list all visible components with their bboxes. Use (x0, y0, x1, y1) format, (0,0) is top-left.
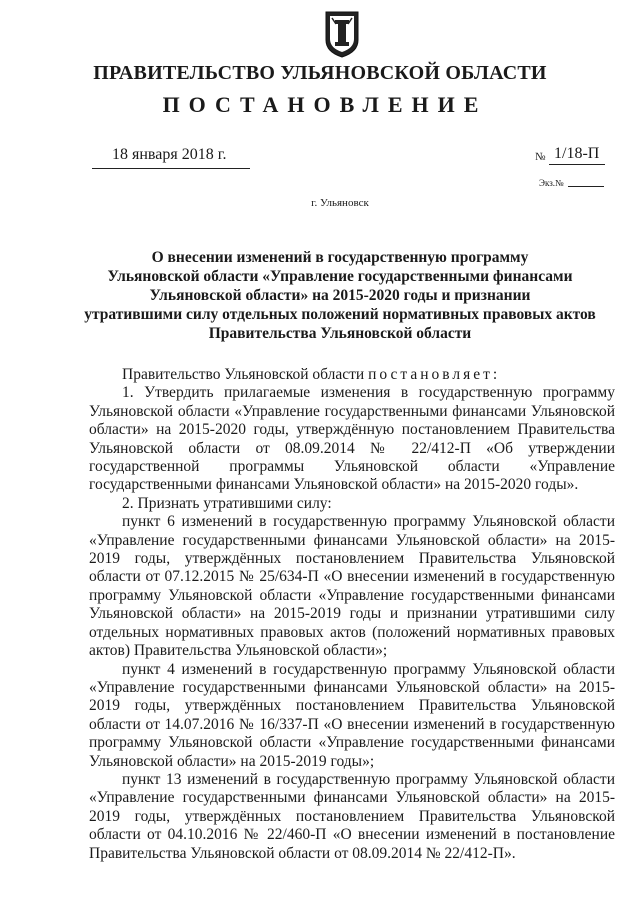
title-line: Ульяновской области «Управление государственными финансами (107, 268, 573, 285)
document-type: ПОСТАНОВЛЕНИЕ (162, 92, 488, 117)
copy-number-label: Экз.№ (539, 178, 564, 188)
document-body (89, 366, 615, 863)
paragraph-4: пункт 4 изменений в государственную программу Ульяновской области «Управление государственными финансами Ульяновской области» на 2015-2019 годы, утверждённых постановлением Правительства Ульяновской области от 14.07.2016 № 16/337-П «О внесении изменений в государственную программу Ульяновской области «Управление государственными финансами Ульяновской области» на 2015-2019 годы»; (89, 660, 615, 770)
paragraph-1: 1. Утвердить прилагаемые изменения в государственную программу Ульяновской области «Управление государственными финансами Ульяновской области» на 2015-2020 годы, утверждённую постановлением Правительства Ульяновской области от 08.09.2014 № 22/412-П «Об утверждении государственной программы Ульяновской области «Управление государственными финансами Ульяновской области» на 2015-2020 годы». (89, 384, 615, 494)
title-line: О внесении изменений в государственную программу (151, 249, 529, 266)
copy-number-underline (568, 186, 604, 187)
preamble (89, 366, 615, 384)
document-title (60, 248, 620, 343)
paragraph-2: 2. Признать утратившими силу: (122, 494, 332, 512)
preamble-text: Правительство Ульяновской области (122, 366, 369, 383)
title-line: Правительства Ульяновской области (208, 325, 472, 342)
number-sign: № (535, 151, 546, 163)
date-underline (92, 168, 250, 169)
title-line: Ульяновской области» на 2015-2020 годы и признании (149, 287, 531, 304)
document-date: 18 января 2018 г. (112, 146, 227, 163)
number-underline (549, 164, 605, 165)
title-line: утратившими силу отдельных положений нормативных правовых актов (84, 306, 596, 323)
document-number: 1/18-П (554, 145, 600, 162)
preamble-verb: постановляет: (368, 366, 501, 383)
government-name: ПРАВИТЕЛЬСТВО УЛЬЯНОВСКОЙ ОБЛАСТИ (93, 62, 547, 84)
city: г. Ульяновск (311, 197, 369, 209)
paragraph-5: пункт 13 изменений в государственную программу Ульяновской области «Управление государственными финансами Ульяновской области» на 2015-2019 годы, утверждённых постановлением Правительства Ульяновской области от 04.10.2016 № 22/460-П «О внесении изменений в постановление Правительства Ульяновской области от 08.09.2014 № 22/412-П». (89, 770, 615, 862)
paragraph-3: пункт 6 изменений в государственную программу Ульяновской области «Управление государственными финансами Ульяновской области» на 2015-2019 годы, утверждённых постановлением Правительства Ульяновской области от 07.12.2015 № 25/634-П «О внесении изменений в государственную программу Ульяновской области «Управление государственными финансами Ульяновской области» на 2015-2019 годы и признании утратившими силу отдельных нормативных правовых актов (положений нормативных правовых актов) Правительства Ульяновской области»; (89, 513, 615, 660)
ulyanovsk-coat-of-arms-icon (324, 10, 360, 58)
